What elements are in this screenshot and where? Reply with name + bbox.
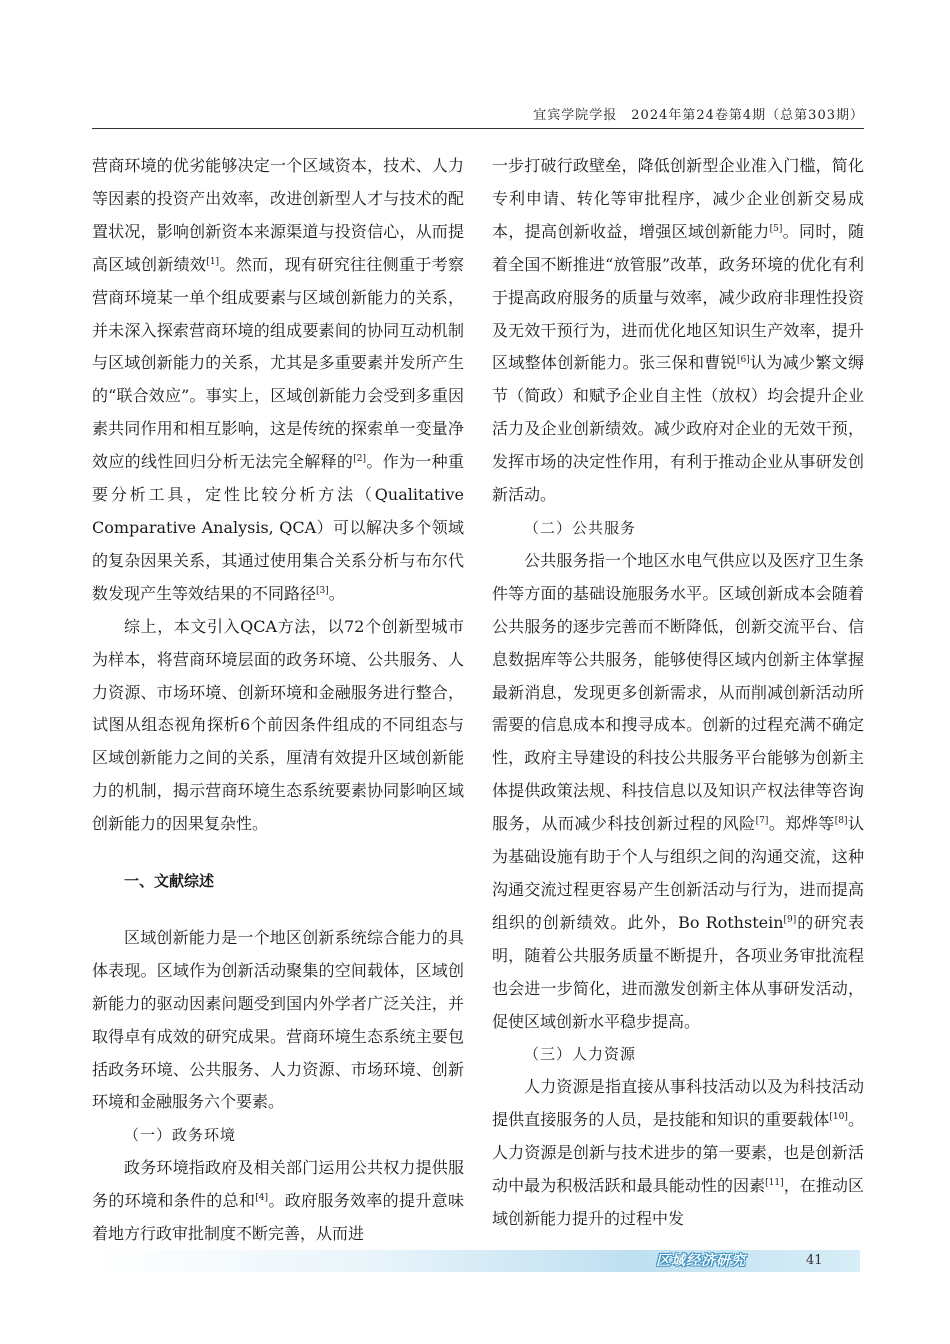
paragraph [92,1152,464,1251]
citation: [7] [755,816,769,827]
text: 。作为一种重要分析工具，定性比较分析方法（Qualitative Comparative Analysis, QCA）可以解决多个领域的复杂因果关系，其通过使用集合关系分析与布尔代数发现产生等效结果的不同路径 [92,452,464,603]
left-column [92,150,464,1251]
paragraph [492,150,864,512]
text: 。郑烨等 [768,814,835,834]
footer-brand: 区域经济研究 [656,1253,746,1269]
text: 。 [328,583,345,603]
text: 。同时，随着全国不断推进“放管服”改革，政务环境的优化有利于提高政府服务的质量与效率，减少政府非理性投资及无效干预行为，进而优化地区知识生产效率，提升区域整体创新能力。张三保和曹锐 [492,221,864,373]
citation: [3] [316,585,329,596]
citation: [6] [736,355,750,366]
citation: [4] [255,1193,269,1204]
subsection-heading: （一）政务环境 [124,1126,237,1145]
paragraph: 区域创新能力是一个地区创新系统综合能力的具体表现。区域作为创新活动聚集的空间载体，区域创新能力的驱动因素问题受到国内外学者广泛关注，并取得卓有成效的研究成果。营商环境生态系统主要包括政务环境、公共服务、人力资源、市场环境、创新环境和金融服务六个要素。 [92,927,464,1112]
text: 。政府服务效率的提升意味着地方行政审批制度不断完善，从而进 [92,1191,464,1244]
paragraph [92,150,464,611]
subsection-heading: （三）人力资源 [524,1045,637,1064]
citation: [9] [783,914,797,925]
section-heading: 一、文献综述 [124,872,215,891]
running-header: 宜宾学院学报 2024年第24卷第4期（总第303期） [533,108,864,123]
text: 。然而，现有研究往往侧重于考察营商环境某一单个组成要素与区域创新能力的关系，并未深入探索营商环境的组成要素间的协同互动机制与区域创新能力的关系，尤其是多重要素并发所产生的“联合效应”。事实上，区域创新能力会受到多重因素共同作用和相互影响，这是传统的探索单一变量净效应的线性回归分析无法完全解释的 [92,254,464,472]
header-rule [92,128,864,129]
text: 公共服务指一个地区水电气供应以及医疗卫生条件等方面的基础设施服务水平。区域创新成本会随着公共服务的逐步完善而不断降低，创新交流平台、信息数据库等公共服务，能够使得区域内创新主体掌握最新消息，发现更多创新需求，从而削减创新活动所需要的信息成本和搜寻成本。创新的过程充满不确定性，政府主导建设的科技公共服务平台能够为创新主体提供政策法规、科技信息以及知识产权法律等咨询服务，从而减少科技创新过程的风险 [492,550,864,834]
text: 一步打破行政壁垒，降低创新型企业准入门槛，简化专利申请、转化等审批程序，减少企业创新交易成本，提高创新收益，增强区域创新能力 [492,156,864,241]
text: ，在推动区域创新能力提升的过程中发 [492,1176,864,1228]
citation: [5] [769,223,783,234]
text: 政务环境指政府及相关部门运用公共权力提供服务的环境和条件的总和 [92,1158,464,1211]
right-column [492,150,864,1236]
text: 的研究表明，随着公共服务质量不断提升，各项业务审批流程也会进一步简化，进而激发创新主体从事研发活动，促使区域创新水平稳步提高。 [492,912,864,1031]
citation: [2] [353,454,367,465]
citation: [10] [829,1112,848,1123]
text: 认为基础设施有助于个人与组织之间的沟通交流，这种沟通交流过程更容易产生创新活动与行为，进而提高组织的创新绩效。此外，Bo Rothstein [492,814,864,932]
page-number: 41 [806,1253,823,1268]
text: 营商环境的优劣能够决定一个区域资本，技术、人力等因素的投资产出效率，改进创新型人才与技术的配置状况，影响创新资本来源渠道与投资信心，从而提高区域创新绩效 [92,156,464,274]
citation: [11] [765,1178,784,1189]
text: 认为减少繁文缛节（简政）和赋予企业自主性（放权）均会提升企业活力及企业创新绩效。减少政府对企业的无效干预，发挥市场的决定性作用，有利于推动企业从事研发创新活动。 [492,353,864,505]
paragraph: 综上，本文引入QCA方法，以72个创新型城市为样本，将营商环境层面的政务环境、公共服务、人力资源、市场环境、创新环境和金融服务进行整合，试图从组态视角探析6个前因条件组成的不同组态与区域创新能力之间的关系，厘清有效提升区域创新能力的机制，揭示营商环境生态系统要素协同影响区域创新能力的因果复杂性。 [92,616,464,834]
citation: [8] [834,816,848,827]
text: 人力资源是指直接从事科技活动以及为科技活动提供直接服务的人员，是技能和知识的重要载体 [492,1077,864,1130]
subsection-heading: （二）公共服务 [524,518,637,537]
paragraph [492,545,864,1039]
paragraph [492,1071,864,1236]
text: 。人力资源是创新与技术进步的第一要素，也是创新活动中最为积极活跃和最具能动性的因素 [492,1110,864,1196]
citation: [1] [206,256,220,267]
